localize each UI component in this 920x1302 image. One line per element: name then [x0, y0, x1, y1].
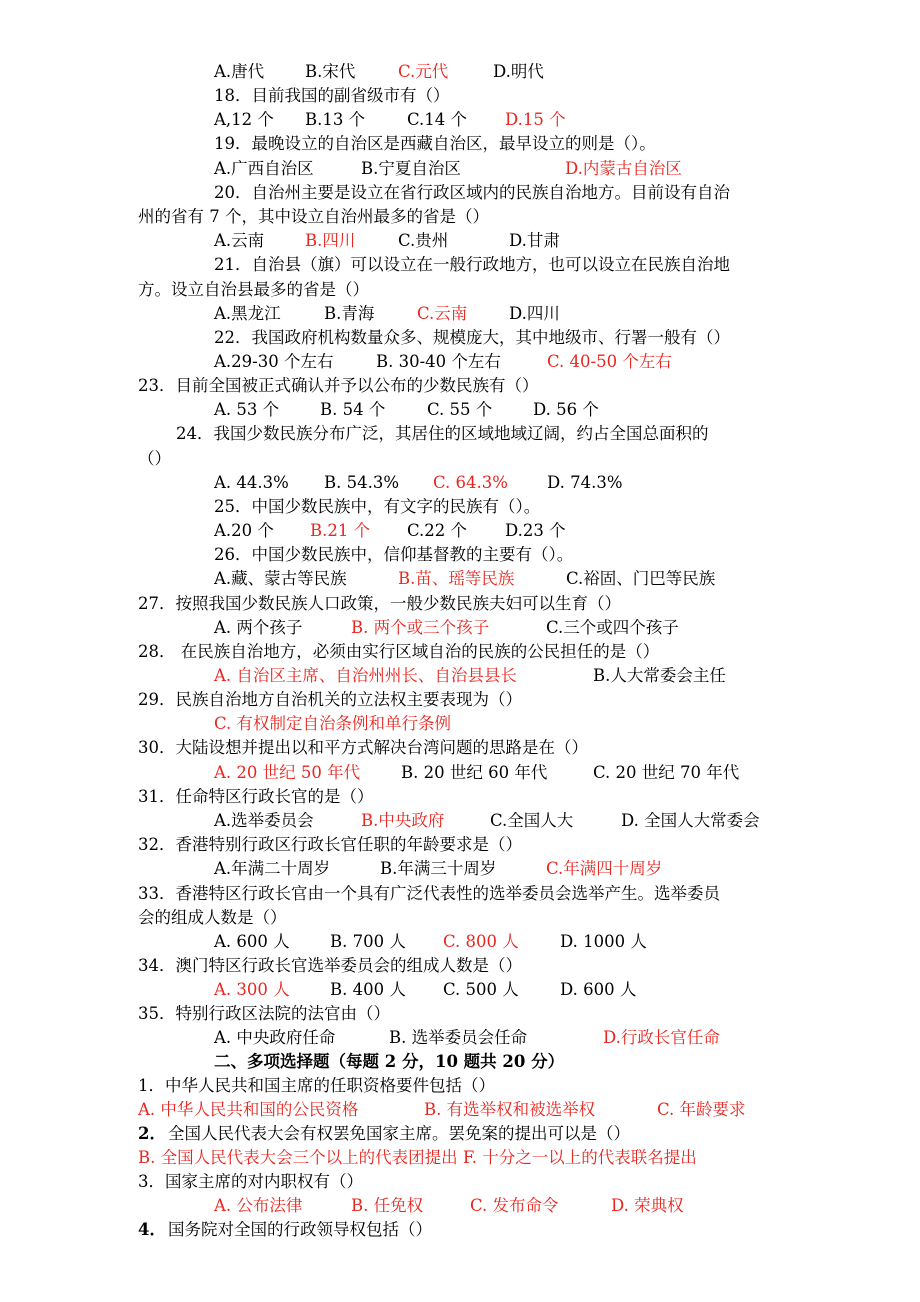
text-segment: 29．民族自治地方自治机关的立法权主要表现为（） — [138, 690, 522, 709]
text-segment: A.唐代 — [214, 62, 265, 81]
text-segment: 方。设立自治县最多的省是（） — [138, 280, 369, 299]
text-segment: 21．自治县（旗）可以设立在一般行政地方，也可以设立在民族自治地 — [214, 255, 730, 274]
text-segment: A.选举委员会 — [214, 811, 314, 830]
text-segment: D. 74.3% — [547, 473, 623, 492]
text-segment: B. 54 个 — [320, 400, 386, 419]
text-segment: 全国人民代表大会有权罢免国家主席。罢免案的提出可以是（） — [168, 1124, 630, 1143]
text-segment: C.贵州 — [398, 231, 449, 250]
answer-option: C. 800 人 — [443, 932, 519, 951]
text-segment: A. 中央政府任命 — [214, 1028, 336, 1047]
text-segment: C. 20 世纪 70 年代 — [593, 763, 740, 782]
text-segment: A. 600 人 — [214, 932, 290, 951]
answer-option: C. 有权制定自治条例和单行条例 — [214, 714, 452, 733]
text-segment: D. 56 个 — [533, 400, 599, 419]
answer-option: B. 两个或三个孩子 — [351, 618, 490, 637]
text-segment: D.四川 — [509, 304, 560, 323]
answer-option: B.四川 — [305, 231, 356, 250]
text-segment: B.人大常委会主任 — [593, 666, 726, 685]
text-segment: 4． — [138, 1220, 166, 1239]
text-segment: 3．国家主席的对内职权有（） — [138, 1172, 363, 1191]
text-segment: A.云南 — [214, 231, 265, 250]
text-segment: 22．我国政府机构数量众多、规模庞大，其中地级市、行署一般有（） — [214, 328, 730, 347]
answer-option: C. 64.3% — [433, 473, 508, 492]
text-segment: C. 55 个 — [427, 400, 493, 419]
text-segment: A. 44.3% — [214, 473, 289, 492]
text-segment: C.三个或四个孩子 — [546, 618, 679, 637]
text-segment: B.13 个 — [305, 110, 366, 129]
text-segment: B.宋代 — [305, 62, 356, 81]
text-segment: 国务院对全国的行政领导权包括（） — [168, 1220, 432, 1239]
text-segment: B. 400 人 — [330, 980, 406, 999]
answer-option: D.内蒙古自治区 — [565, 159, 682, 178]
text-segment: 32．香港特别行政区行政长官任职的年龄要求是（） — [138, 835, 522, 854]
text-segment: B. 54.3% — [324, 473, 400, 492]
text-segment: 18．目前我国的副省级市有（） — [214, 86, 450, 105]
answer-option: D. 荣典权 — [611, 1196, 684, 1215]
text-segment: 23．目前全国被正式确认并予以公布的少数民族有（） — [138, 376, 539, 395]
answer-option: C. 年龄要求 — [657, 1100, 746, 1119]
answer-option: B.中央政府 — [361, 811, 445, 830]
answer-option: C. 40-50 个左右 — [547, 352, 672, 371]
text-segment: B. 选举委员会任命 — [389, 1028, 528, 1047]
answer-option: A. 中华人民共和国的公民资格 — [138, 1100, 359, 1119]
text-segment: D.23 个 — [505, 521, 566, 540]
answer-option: D.行政长官任命 — [603, 1028, 720, 1047]
text-segment: A.29-30 个左右 — [214, 352, 334, 371]
text-segment: D. 600 人 — [560, 980, 637, 999]
text-segment: 31．任命特区行政长官的是（） — [138, 787, 374, 806]
text-segment: A.20 个 — [214, 521, 274, 540]
text-segment: 25．中国少数民族中，有文字的民族有（）。 — [214, 497, 541, 516]
text-segment: B.年满三十周岁 — [380, 859, 497, 878]
text-segment: 24．我国少数民族分布广泛，其居住的区域地域辽阔，约占全国总面积的 — [176, 424, 709, 443]
text-segment: 34．澳门特区行政长官选举委员会的组成人数是（） — [138, 956, 522, 975]
text-segment: C.全国人大 — [490, 811, 574, 830]
text-segment: A.广西自治区 — [214, 159, 314, 178]
text-segment: A. 53 个 — [214, 400, 280, 419]
answer-option: C.云南 — [417, 304, 468, 323]
text-segment: 会的组成人数是（） — [138, 908, 287, 927]
text-segment: 州的省有 7 个，其中设立自治州最多的省是（） — [138, 207, 489, 226]
answer-option: C.元代 — [398, 62, 449, 81]
text-segment: B. 30-40 个左右 — [376, 352, 501, 371]
text-segment: C.14 个 — [407, 110, 468, 129]
answer-option: D.15 个 — [505, 110, 566, 129]
text-segment: A.藏、蒙古等民族 — [214, 569, 347, 588]
answer-option: A. 自治区主席、自治州州长、自治县县长 — [214, 666, 517, 685]
text-segment: 35．特别行政区法院的法官由（） — [138, 1004, 390, 1023]
text-segment: 27．按照我国少数民族人口政策，一般少数民族夫妇可以生育（） — [138, 594, 621, 613]
answer-option: B.苗、瑶等民族 — [398, 569, 515, 588]
answer-option: A. 公布法律 — [214, 1196, 303, 1215]
text-segment: C.22 个 — [407, 521, 468, 540]
text-segment: 19．最晚设立的自治区是西藏自治区，最早设立的则是（）。 — [214, 134, 656, 153]
text-segment: D. 1000 人 — [560, 932, 647, 951]
text-segment: D. 全国人大常委会 — [621, 811, 760, 830]
text-segment: 30．大陆设想并提出以和平方式解决台湾问题的思路是在（） — [138, 738, 588, 757]
answer-option: C. 发布命令 — [470, 1196, 559, 1215]
text-segment: 1．中华人民共和国主席的任职资格要件包括（） — [138, 1076, 495, 1095]
text-segment: A. 两个孩子 — [214, 618, 303, 637]
text-segment: B. 700 人 — [330, 932, 406, 951]
answer-option: B. 任免权 — [351, 1196, 424, 1215]
text-segment: 26．中国少数民族中，信仰基督教的主要有（）。 — [214, 545, 574, 564]
text-segment: B.青海 — [324, 304, 375, 323]
answer-option: A. 300 人 — [214, 980, 290, 999]
text-segment: A,12 个 — [214, 110, 274, 129]
text-segment: 33．香港特区行政长官由一个具有广泛代表性的选举委员会选举产生。选举委员 — [138, 884, 720, 903]
text-segment: 二、多项选择题（每题 2 分，10 题共 20 分） — [214, 1052, 565, 1071]
text-segment: D.明代 — [493, 62, 544, 81]
answer-option: B.21 个 — [310, 521, 371, 540]
answer-option: A. 20 世纪 50 年代 — [214, 763, 361, 782]
text-segment: A.黑龙江 — [214, 304, 281, 323]
text-segment: D.甘肃 — [509, 231, 560, 250]
text-segment: A.年满二十周岁 — [214, 859, 331, 878]
text-segment: C.裕固、门巴等民族 — [566, 569, 716, 588]
answer-option: C.年满四十周岁 — [546, 859, 663, 878]
text-segment: C. 500 人 — [443, 980, 519, 999]
text-segment: 2． — [138, 1124, 166, 1143]
text-segment: 28． 在民族自治地方，必须由实行区域自治的民族的公民担任的是（） — [138, 642, 660, 661]
text-segment: （） — [138, 449, 171, 468]
answer-option: B. 全国人民代表大会三个以上的代表团提出 F. 十分之一以上的代表联名提出 — [138, 1148, 697, 1167]
text-segment: B.宁夏自治区 — [361, 159, 461, 178]
text-segment: 20．自治州主要是设立在省行政区域内的民族自治地方。目前设有自治 — [214, 183, 730, 202]
text-segment: B. 20 世纪 60 年代 — [401, 763, 548, 782]
answer-option: B. 有选举权和被选举权 — [424, 1100, 596, 1119]
